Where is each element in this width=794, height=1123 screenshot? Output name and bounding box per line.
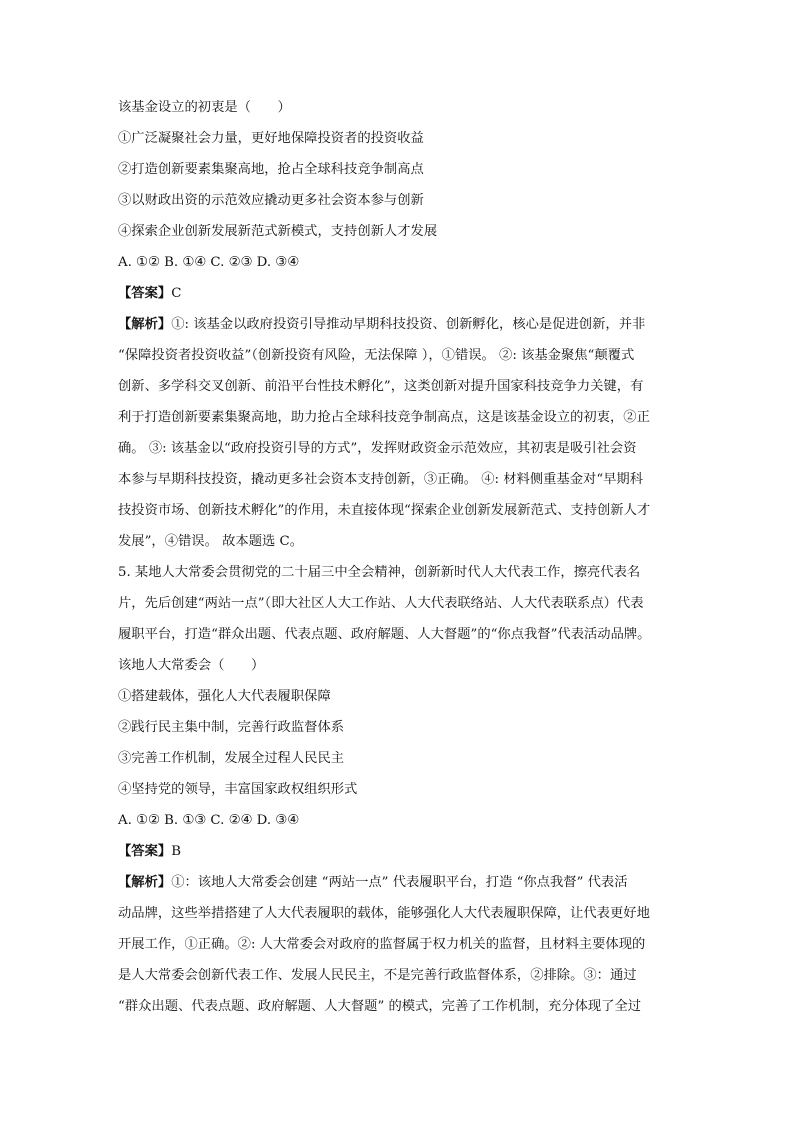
q5-choices: A. ①② B. ①③ C. ②④ D. ③④ (118, 813, 300, 828)
q4-option-1: ①广泛凝聚社会力量，更好地保障投资者的投资收益 (118, 131, 424, 146)
q5-stem-line-3: 履职平台，打造“群众出题、代表点题、政府解题、人大督题”的“你点我督”代表活动品牌。 (118, 627, 651, 642)
q5-stem-line-1: 5. 某地人大常委会贯彻党的二十届三中全会精神，创新新时代人大代表工作，擦亮代表名 (118, 565, 641, 580)
q5-stem-line-2: 片，先后创建“两站一点”（即大社区人大工作站、人大代表联络站、人大代表联系点）代表 (118, 596, 644, 611)
q4-analysis-line-5: 确。 ③: 该基金以“政府投资引导的方式”，发挥财政资金示范效应，其初衷是吸引社会资 (118, 441, 637, 456)
q5-option-2: ②践行民主集中制，完善行政监督体系 (118, 720, 345, 735)
q4-choices: A. ①② B. ①④ C. ②③ D. ③④ (118, 255, 300, 270)
q4-analysis-line-1: 【解析】①: 该基金以政府投资引导推动早期科技投资、创新孵化，核心是促进创新，并非 (118, 317, 646, 332)
q5-analysis-line-2: 动品牌，这些举措搭建了人大代表履职的载体，能够强化人大代表履职保障，让代表更好地 (118, 906, 650, 921)
q4-analysis-line-2: “保障投资者投资收益”（创新投资有风险，无法保障 ），①错误。 ②: 该基金聚焦“颠覆式 (118, 348, 635, 363)
q5-analysis-line-1: 【解析】①：该地人大常委会创建 “两站一点” 代表履职平台，打造 “你点我督” 代表活 (118, 875, 628, 890)
q4-option-3: ③以财政出资的示范效应撬动更多社会资本参与创新 (118, 193, 424, 208)
q4-answer (118, 278, 684, 309)
q4-analysis-label: 【解析】 (118, 317, 172, 332)
q4-analysis-line-3: 创新、多学科交叉创新、前沿平台性技术孵化”，这类创新对提升国家科技竞争力关键，有 (118, 379, 644, 394)
q4-analysis-line-8: 发展”，④错误。 故本题选 C。 (118, 534, 303, 549)
q4-analysis-line-6: 本参与早期科技投资，撬动更多社会资本支持创新，③正确。 ④: 材料侧重基金对“早期科 (118, 472, 644, 487)
q4-answer-label: 【答案】 (118, 286, 172, 301)
q4-option-4: ④探索企业创新发展新范式新模式，支持创新人才发展 (118, 224, 438, 239)
q4-analysis-line-7: 技投资市场、创新技术孵化”的作用，未直接体现“探索企业创新发展新范式、支持创新人才 (118, 503, 651, 518)
q5-analysis-line-3: 开展工作，①正确。②: 人大常委会对政府的监督属于权力机关的监督，且材料主要体现的 (118, 937, 646, 952)
q5-option-3: ③完善工作机制，发展全过程人民民主 (118, 751, 345, 766)
document-content (118, 92, 684, 1022)
q5-answer-label: 【答案】 (118, 844, 172, 859)
q5-analysis-line-4: 是人大常委会创新代表工作、发展人民民主，不是完善行政监督体系，②排除。③：通过 (118, 968, 637, 983)
q4-option-2: ②打造创新要素集聚高地，抢占全球科技竞争制高点 (118, 162, 424, 177)
q5-analysis-label: 【解析】 (118, 875, 172, 890)
q5-analysis-line-5: “群众出题、代表点题、政府解题、人大督题” 的模式，完善了工作机制，充分体现了全过 (118, 999, 642, 1014)
q5-stem-line-4: 该地人大常委会（ ） (118, 658, 265, 673)
q5-answer-value: B (171, 844, 181, 859)
q4-stem: 该基金设立的初衷是（ ） (118, 100, 291, 115)
q5-answer (118, 836, 684, 867)
q5-option-1: ①搭建载体，强化人大代表履职保障 (118, 689, 331, 704)
q4-analysis-line-4: 利于打造创新要素集聚高地，助力抢占全球科技竞争制高点，这是该基金设立的初衷，②正 (118, 410, 650, 425)
q4-answer-value: C (171, 286, 182, 301)
q5-option-4: ④坚持党的领导，丰富国家政权组织形式 (118, 782, 358, 797)
